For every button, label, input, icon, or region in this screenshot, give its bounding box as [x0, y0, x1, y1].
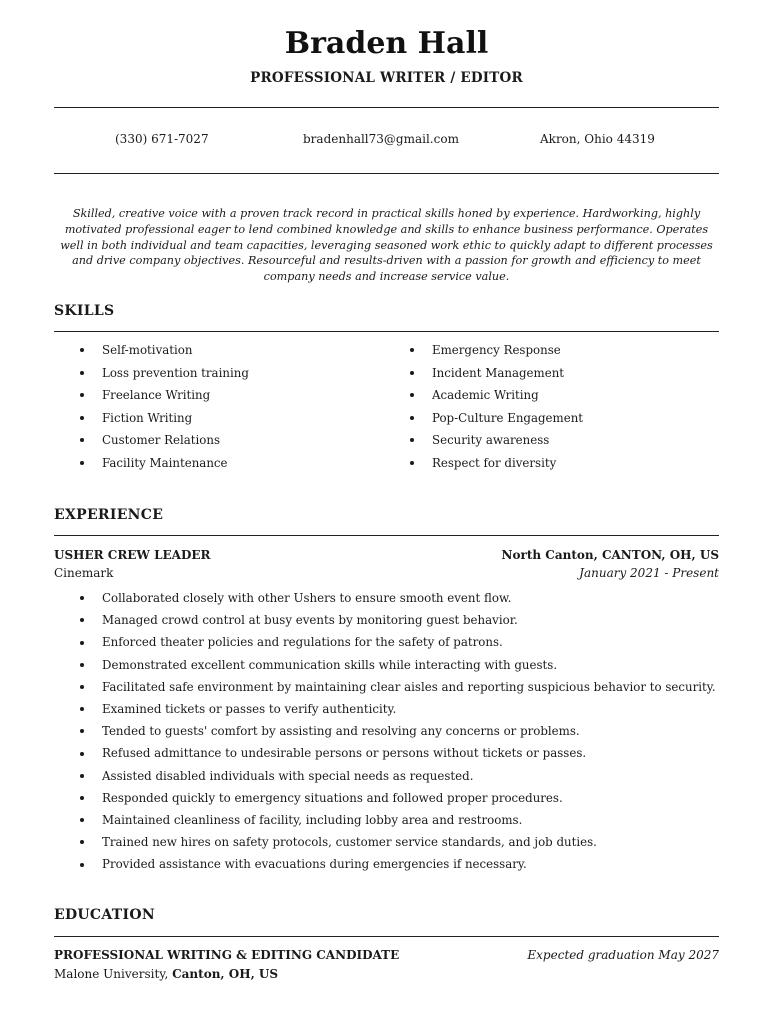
job-duty-item: Tended to guests' comfort by assisting and resolving any concerns or problems. — [54, 720, 716, 742]
contact-location: Akron, Ohio 44319 — [540, 132, 655, 146]
contact-row — [54, 131, 719, 147]
contact-email: bradenhall73@gmail.com — [303, 132, 459, 146]
skill-item: Customer Relations — [54, 429, 249, 452]
skills-list-right — [384, 339, 583, 474]
job-duty-item: Responded quickly to emergency situations and followed proper procedures. — [54, 787, 716, 809]
job-location: North Canton, CANTON, OH, US — [501, 548, 719, 562]
job-duty-item: Demonstrated excellent communication skills while interacting with guests. — [54, 654, 716, 676]
job-company: Cinemark — [54, 566, 114, 580]
job-duty-item: Managed crowd control at busy events by monitoring guest behavior. — [54, 609, 716, 631]
job-title: USHER CREW LEADER — [54, 548, 211, 562]
job-duty-item: Assisted disabled individuals with special needs as requested. — [54, 765, 716, 787]
skill-item: Incident Management — [384, 362, 583, 385]
education-divider — [54, 936, 719, 937]
skills-heading: SKILLS — [54, 303, 115, 319]
job-duty-item: Trained new hires on safety protocols, customer service standards, and job duties. — [54, 831, 716, 853]
skill-item: Emergency Response — [384, 339, 583, 362]
education-degree: PROFESSIONAL WRITING & EDITING CANDIDATE — [54, 948, 400, 962]
skill-item: Facility Maintenance — [54, 452, 249, 475]
header-divider-top — [54, 107, 719, 108]
skills-list-left — [54, 339, 249, 474]
education-school-line — [54, 966, 278, 982]
education-location: Canton, OH, US — [172, 967, 279, 981]
experience-divider — [54, 535, 719, 536]
skills-divider — [54, 331, 719, 332]
job-duty-item: Refused admittance to undesirable persons or persons without tickets or passes. — [54, 742, 716, 764]
job-duty-item: Maintained cleanliness of facility, including lobby area and restrooms. — [54, 809, 716, 831]
experience-heading: EXPERIENCE — [54, 507, 164, 523]
candidate-title: PROFESSIONAL WRITER / EDITOR — [250, 70, 523, 86]
job-duty-item: Facilitated safe environment by maintaining clear aisles and reporting suspicious behavior to security. — [54, 676, 716, 698]
skill-item: Fiction Writing — [54, 407, 249, 430]
skill-item: Self-motivation — [54, 339, 249, 362]
job-duty-item: Enforced theater policies and regulations for the safety of patrons. — [54, 631, 716, 653]
education-school: Malone University, — [54, 967, 169, 981]
contact-phone: (330) 671-7027 — [115, 132, 209, 146]
job-dates: January 2021 - Present — [579, 566, 719, 580]
header-divider-bottom — [54, 173, 719, 174]
job-duties-list — [54, 587, 716, 876]
skill-item: Loss prevention training — [54, 362, 249, 385]
job-duty-item: Provided assistance with evacuations during emergencies if necessary. — [54, 853, 716, 875]
skill-item: Pop-Culture Engagement — [384, 407, 583, 430]
skill-item: Academic Writing — [384, 384, 583, 407]
job-duty-item: Collaborated closely with other Ushers to ensure smooth event flow. — [54, 587, 716, 609]
education-heading: EDUCATION — [54, 907, 155, 923]
job-duty-item: Examined tickets or passes to verify authenticity. — [54, 698, 716, 720]
professional-summary: Skilled, creative voice with a proven track record in practical skills honed by experience. Hardworking, highly motivated professional eager to lend combined knowledge and skills to enhance business performance. Operates well in both individual and team capacities, leveraging seasoned work ethic to quickly adapt to different processes and drive company objectives. Resourceful and results-driven with a passion for growth and efficiency to meet company needs and increase service value. — [60, 207, 713, 284]
skill-item: Security awareness — [384, 429, 583, 452]
skill-item: Respect for diversity — [384, 452, 583, 475]
skill-item: Freelance Writing — [54, 384, 249, 407]
education-dates: Expected graduation May 2027 — [527, 948, 719, 962]
candidate-name: Braden Hall — [284, 26, 489, 61]
